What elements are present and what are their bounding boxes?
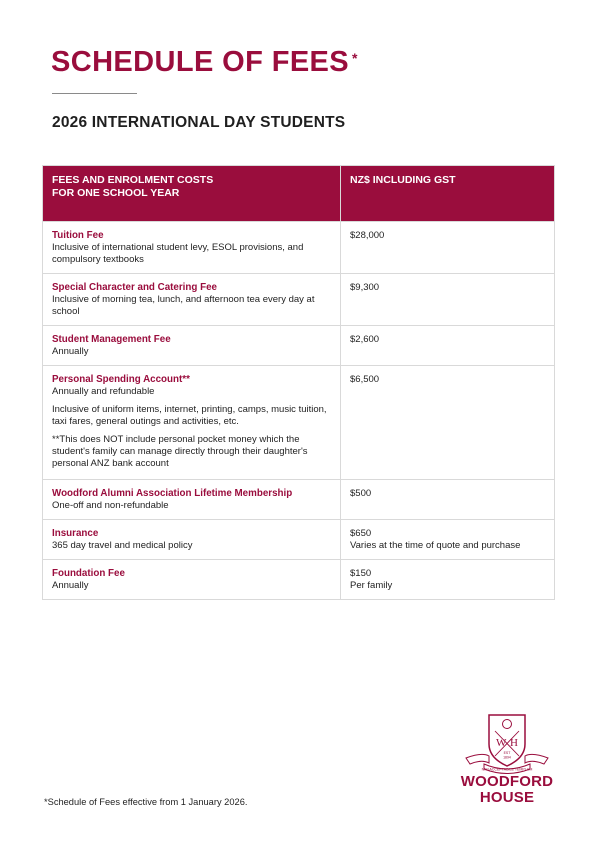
fee-description: 365 day travel and medical policy [52,540,193,551]
crest-year: 1894 [503,755,511,760]
table-row [43,274,555,326]
logo-name-line1: WOODFORD [460,773,554,790]
fee-name: Insurance [52,528,99,539]
crest-initial-w: W [496,737,507,749]
fee-description: Inclusive of morning tea, lunch, and afternoon tea every day at school [52,294,315,317]
fee-description: One-off and non-refundable [52,500,169,511]
fee-cell [43,222,341,274]
crest-icon [462,712,552,774]
table-row [43,480,555,520]
fee-price: $2,600 [350,334,380,345]
page-subtitle: 2026 INTERNATIONAL DAY STUDENTS [52,114,346,131]
fee-name: Special Character and Catering Fee [52,282,217,293]
fee-cell [43,520,341,560]
price-cell [341,222,555,274]
fee-description: Inclusive of international student levy, ESOL provisions, and compulsory textbooks [52,242,304,265]
fee-description-note: **This does NOT include personal pocket money which the student's family can manage directly through their daughter's personal ANZ bank account [52,434,308,469]
footnote: *Schedule of Fees effective from 1 January 2026. [44,797,248,807]
price-cell [341,560,555,600]
title-divider [52,93,137,94]
title-text: SCHEDULE OF FEES [51,46,350,78]
header-price-text: NZ$ INCLUDING GST [350,174,456,186]
fees-table [42,165,555,600]
fee-price: $6,500 [350,374,380,385]
crest-initial-h: H [510,737,518,749]
fee-description: Annually and refundable [52,386,155,397]
fee-cell [43,274,341,326]
school-logo [458,712,556,806]
fee-name: Personal Spending Account** [52,374,190,385]
fee-cell [43,366,341,480]
price-cell [341,274,555,326]
price-cell [341,366,555,480]
table-row [43,560,555,600]
price-cell [341,480,555,520]
fee-cell [43,560,341,600]
crest-est: EST [503,751,511,755]
fee-price-note: Varies at the time of quote and purchase [350,540,521,551]
fee-name: Woodford Alumni Association Lifetime Membership [52,488,293,499]
fee-name: Student Management Fee [52,334,171,345]
table-row [43,222,555,274]
page-title [51,46,358,79]
table-row [43,366,555,480]
logo-name-line2: HOUSE [479,789,535,806]
title-asterisk: * [352,50,358,66]
fee-price: $500 [350,488,372,499]
fee-description-detail: Inclusive of uniform items, internet, printing, camps, music tuition, taxi fares, general outings and activities, etc. [52,404,327,427]
fee-cell [43,480,341,520]
header-price [341,166,555,222]
table-row [43,520,555,560]
crest-motto: NISI ACCEPTABILE TEMPLUM [481,767,533,772]
table-row [43,326,555,366]
fee-price-note: Per family [350,580,393,591]
fee-description: Annually [52,580,89,591]
fee-price: $150 [350,568,372,579]
header-fees [43,166,341,222]
price-cell [341,326,555,366]
fee-price: $28,000 [350,230,385,241]
fee-cell [43,326,341,366]
header-fees-text: FEES AND ENROLMENT COSTS FOR ONE SCHOOL YEAR [52,174,214,199]
price-cell [341,520,555,560]
fee-description: Annually [52,346,89,357]
fee-name: Tuition Fee [52,230,104,241]
fee-price: $9,300 [350,282,380,293]
table-header-row [43,166,555,222]
fee-price: $650 [350,528,372,539]
fee-name: Foundation Fee [52,568,125,579]
